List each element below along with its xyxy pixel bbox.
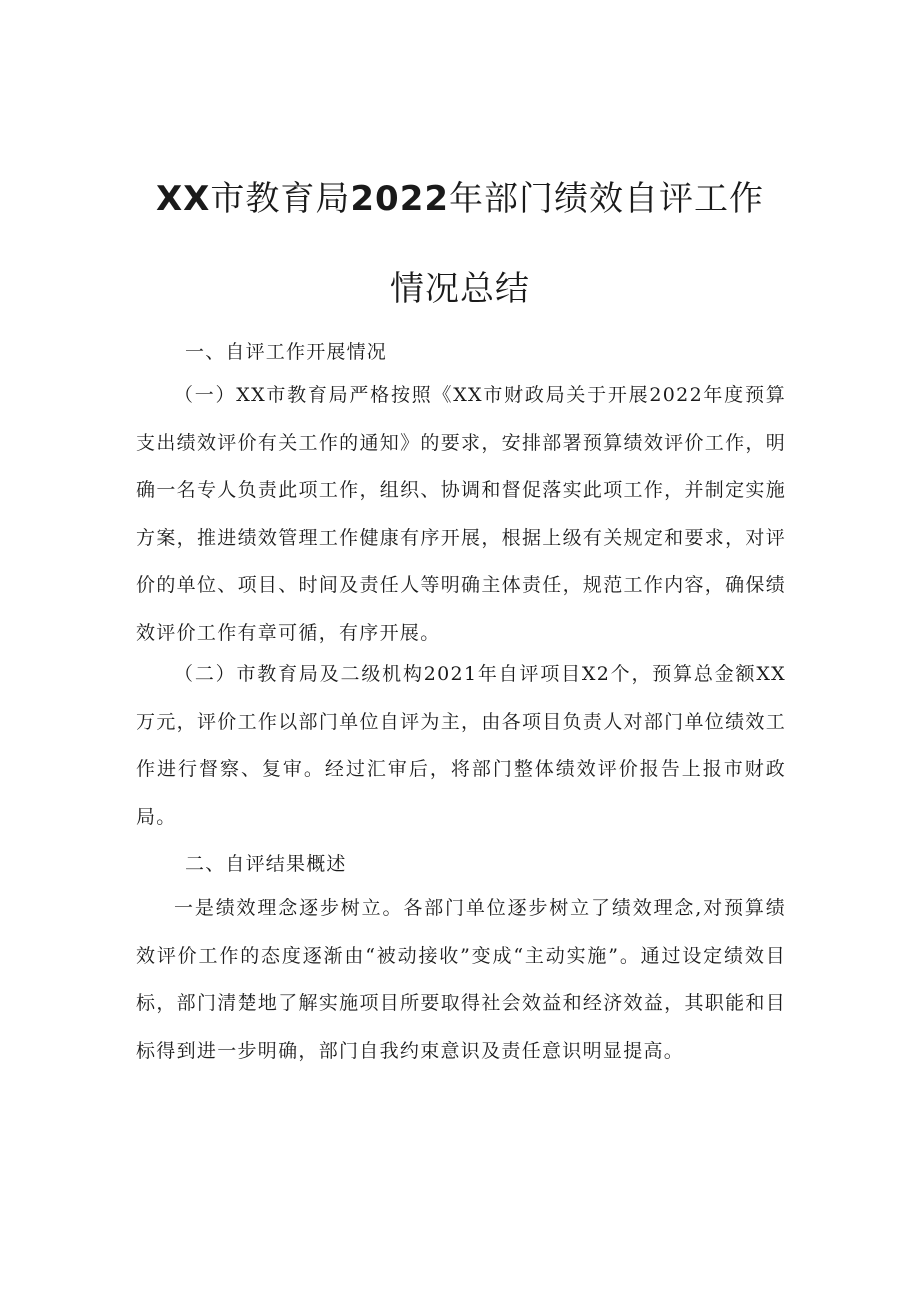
section-1-paragraph-2: （二）市教育局及二级机构2021年自评项目X2个，预算总金额XX万元，评价工作以部门单位自评为主，由各项目负责人对部门单位绩效工作进行督察、复审。经过汇审后，将部门整体绩效评价报告上报市财政局。 xyxy=(136,663,786,828)
title-year: 2022 xyxy=(350,179,450,219)
section-1-paragraph-1: （一）XX市教育局严格按照《XX市财政局关于开展2022年度预算支出绩效评价有关工作的通知》的要求，安排部署预算绩效评价工作，明确一名专人负责此项工作，组织、协调和督促落实此项工作，并制定实施方案，推进绩效管理工作健康有序开展，根据上级有关规定和要求，对评价的单位、项目、时间及责任人等明确主体责任，规范工作内容，确保绩效评价工作有章可循，有序开展。 xyxy=(136,384,786,644)
title-prefix: XX xyxy=(155,179,211,219)
section-2-paragraph-1: 一是绩效理念逐步树立。各部门单位逐步树立了绩效理念,对预算绩效评价工作的态度逐渐由“被动接收”变成“主动实施”。通过设定绩效目标，部门清楚地了解实施项目所要取得社会效益和经济效益，其职能和目标得到进一步明确，部门自我约束意识及责任意识明显提高。 xyxy=(136,897,786,1062)
section-heading-1: 一、自评工作开展情况 xyxy=(185,341,388,363)
section-heading-2: 二、自评结果概述 xyxy=(185,853,347,875)
document-title-line-2: 情况总结 xyxy=(390,269,530,309)
document-title-line-1 xyxy=(0,171,920,220)
title-part-2: 年部门绩效自评工作 xyxy=(449,179,765,219)
title-part-1: 市教育局 xyxy=(210,179,351,219)
